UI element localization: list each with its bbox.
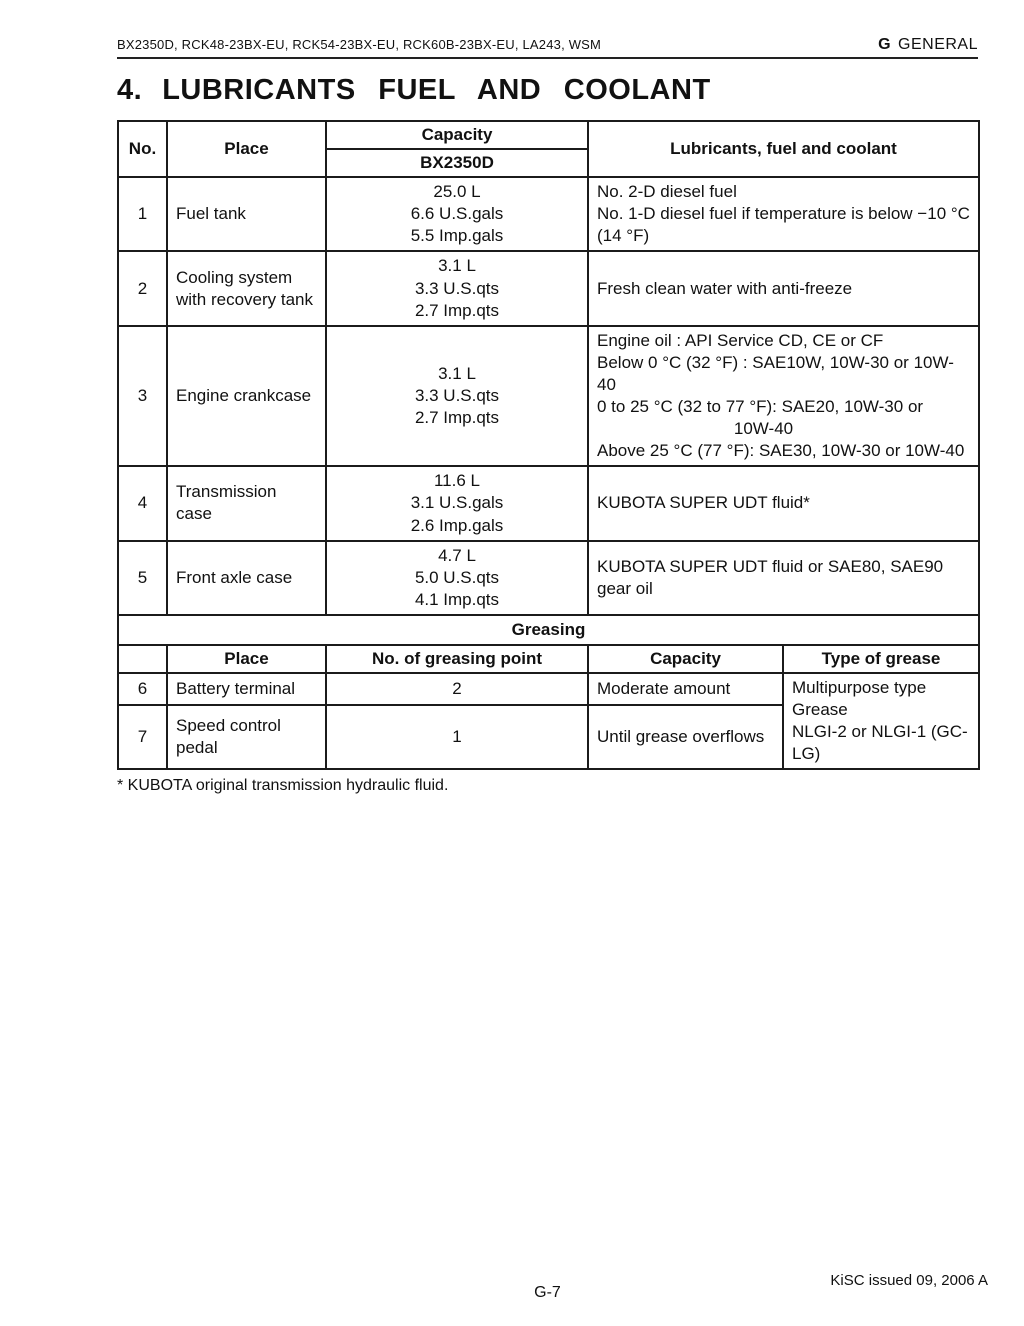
greasing-col-header-capacity: Capacity xyxy=(588,645,783,673)
row-place: Fuel tank xyxy=(167,177,326,251)
row-lubricant: Engine oil : API Service CD, CE or CF Below 0 °C (32 °F) : SAE10W, 10W-30 or 10W-40 0 to 25 °C (32 to 77 °F): SAE20, 10W-30 or 10W-40 Above 25 °C (77 °F): SAE30, 10W-30 or 10W-40 xyxy=(588,326,979,467)
col-header-capacity: Capacity xyxy=(326,121,588,149)
row-capacity: 3.1 L 3.3 U.S.qts 2.7 Imp.qts xyxy=(326,326,588,467)
row-lubricant: No. 2-D diesel fuel No. 1-D diesel fuel if temperature is below −10 °C (14 °F) xyxy=(588,177,979,251)
row-no: 1 xyxy=(118,177,167,251)
running-header xyxy=(117,36,978,59)
table-header-row-1 xyxy=(118,121,979,149)
row-greasing-points: 2 xyxy=(326,673,588,704)
issued-stamp: KiSC issued 09, 2006 A xyxy=(830,1272,988,1289)
col-header-lubricants: Lubricants, fuel and coolant xyxy=(588,121,979,177)
row-place: Transmission case xyxy=(167,466,326,540)
row-place: Battery terminal xyxy=(167,673,326,704)
row-greasing-points: 1 xyxy=(326,705,588,770)
table-row xyxy=(118,326,979,467)
col-header-no: No. xyxy=(118,121,167,177)
row-no: 3 xyxy=(118,326,167,467)
header-section xyxy=(878,36,978,54)
greasing-title: Greasing xyxy=(118,615,979,645)
row-no: 2 xyxy=(118,251,167,325)
row-grease-capacity: Moderate amount xyxy=(588,673,783,704)
row-lubricant: Fresh clean water with anti-freeze xyxy=(588,251,979,325)
row-grease-capacity: Until grease overflows xyxy=(588,705,783,770)
lubricants-table xyxy=(117,120,980,770)
row-capacity: 3.1 L 3.3 U.S.qts 2.7 Imp.qts xyxy=(326,251,588,325)
table-row xyxy=(118,673,979,704)
row-capacity: 4.7 L 5.0 U.S.qts 4.1 Imp.qts xyxy=(326,541,588,615)
row-capacity: 11.6 L 3.1 U.S.gals 2.6 Imp.gals xyxy=(326,466,588,540)
chapter-title xyxy=(117,74,978,107)
greasing-header-row xyxy=(118,645,979,673)
greasing-col-header-points: No. of greasing point xyxy=(326,645,588,673)
greasing-col-header-place: Place xyxy=(167,645,326,673)
table-row xyxy=(118,177,979,251)
table-footnote: * KUBOTA original transmission hydraulic fluid. xyxy=(117,777,449,795)
section-name: GENERAL xyxy=(898,36,978,53)
row-capacity: 25.0 L 6.6 U.S.gals 5.5 Imp.gals xyxy=(326,177,588,251)
section-letter: G xyxy=(878,36,892,53)
row-place: Front axle case xyxy=(167,541,326,615)
grease-type-cell: Multipurpose type Grease NLGI-2 or NLGI-1 (GC-LG) xyxy=(783,673,979,769)
row-place: Speed control pedal xyxy=(167,705,326,770)
header-model-list: BX2350D, RCK48-23BX-EU, RCK54-23BX-EU, RCK60B-23BX-EU, LA243, WSM xyxy=(117,37,602,52)
row-no: 6 xyxy=(118,673,167,704)
table-row xyxy=(118,251,979,325)
page-number: G-7 xyxy=(534,1284,561,1301)
chapter-number: 4. xyxy=(117,74,143,106)
row-lubricant: KUBOTA SUPER UDT fluid* xyxy=(588,466,979,540)
page-content xyxy=(117,36,978,795)
row-lubricant: KUBOTA SUPER UDT fluid or SAE80, SAE90 gear oil xyxy=(588,541,979,615)
page-footer xyxy=(117,1272,988,1302)
table-row xyxy=(118,466,979,540)
row-no: 7 xyxy=(118,705,167,770)
col-header-capacity-model: BX2350D xyxy=(326,149,588,177)
chapter-title-text: LUBRICANTS FUEL AND COOLANT xyxy=(162,74,711,106)
row-place: Engine crankcase xyxy=(167,326,326,467)
row-no: 5 xyxy=(118,541,167,615)
greasing-col-header-type: Type of grease xyxy=(783,645,979,673)
greasing-col-header-empty xyxy=(118,645,167,673)
table-row xyxy=(118,541,979,615)
row-place: Cooling system with recovery tank xyxy=(167,251,326,325)
col-header-place: Place xyxy=(167,121,326,177)
greasing-title-row xyxy=(118,615,979,645)
row-no: 4 xyxy=(118,466,167,540)
